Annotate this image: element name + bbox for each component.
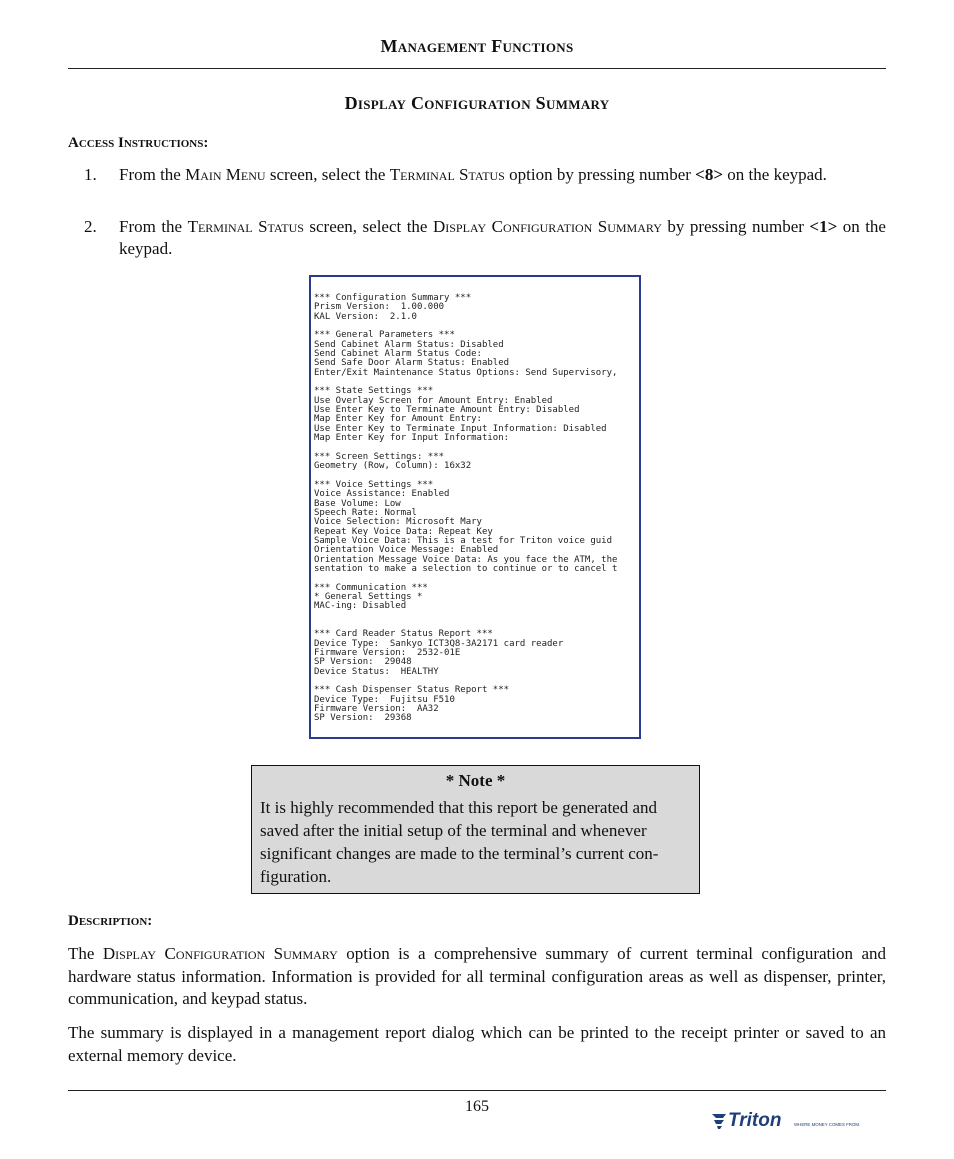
logo-swoosh-icon xyxy=(712,1114,726,1129)
step-2 xyxy=(68,216,886,260)
screen-line: sentation to make a selection to continue or to cancel t xyxy=(314,563,618,574)
option-name: Display Configuration Summary xyxy=(432,217,662,236)
note-title: * Note * xyxy=(445,771,506,790)
screen-line: Firmware Version: 2532-01E xyxy=(314,648,461,659)
key-number: <1> xyxy=(809,217,838,236)
screen-line: Use Enter Key to Terminate Amount Entry: Disabled xyxy=(314,405,580,416)
note-box xyxy=(251,765,700,894)
screen-line: Sample Voice Data: This is a test for Triton voice guid xyxy=(314,535,613,546)
screen-line: Base Volume: Low xyxy=(314,498,401,509)
screen-line: SP Version: 29048 xyxy=(314,657,412,668)
screen-line: Voice Assistance: Enabled xyxy=(314,489,450,500)
screen-line: Repeat Key Voice Data: Repeat Key xyxy=(314,526,493,537)
screen-line: *** State Settings *** xyxy=(314,386,434,397)
screen-line: Device Type: Sankyo ICT3Q8-3A2171 card reader xyxy=(314,638,564,649)
key-number: <8> xyxy=(695,165,724,184)
screen-name: Terminal Status xyxy=(187,217,304,236)
configuration-summary-screenshot xyxy=(309,275,641,739)
screen-line: Geometry (Row, Column): 16x32 xyxy=(314,461,472,472)
screen-line: Map Enter Key for Input Information: xyxy=(314,433,510,444)
note-body: It is highly recommended that this report be generated and saved after the initial setup of the terminal and whenever significant changes are made to the terminal’s current con-figuration. xyxy=(260,798,659,886)
screen-line: *** Screen Settings: *** xyxy=(314,451,445,462)
triton-logo xyxy=(710,1108,880,1134)
description-paragraph-1: The Display Configuration Summary option is a comprehensive summary of current terminal configuration and hardware status information. Information is provided for all terminal configuration areas as well as dispenser, printer, communication, and keypad status. xyxy=(68,944,886,1008)
screen-line: Orientation Voice Message: Enabled xyxy=(314,545,499,556)
screen-line: *** Communication *** xyxy=(314,582,428,593)
step-text: From the Terminal Status screen, select the Display Configuration Summary by pressing number <1> on the keypad. xyxy=(119,217,886,258)
screen-line: * General Settings * xyxy=(314,592,423,602)
screen-line: Speech Rate: Normal xyxy=(314,507,417,518)
description-heading: Description: xyxy=(68,913,153,929)
logo-wordmark: Triton xyxy=(728,1110,782,1131)
screen-line: Device Type: Fujitsu F510 xyxy=(314,694,455,705)
screen-line: *** Card Reader Status Report *** xyxy=(314,629,493,640)
screen-line: Send Cabinet Alarm Status: Disabled xyxy=(314,339,504,350)
option-name: Display Configuration Summary xyxy=(102,944,338,963)
screen-line: Map Enter Key for Amount Entry: xyxy=(314,414,482,425)
access-instructions-heading: Access Instructions: xyxy=(68,135,209,151)
screen-line: *** Configuration Summary *** xyxy=(314,293,472,303)
logo-tagline: WHERE MONEY COMES FROM. xyxy=(794,1122,861,1127)
step-text: From the Main Menu screen, select the Terminal Status option by pressing number <8> on the keypad. xyxy=(119,165,827,184)
triton-logo-icon xyxy=(710,1108,880,1134)
screen-line: Use Enter Key to Terminate Input Information: Disabled xyxy=(314,423,607,434)
screen-line: Voice Selection: Microsoft Mary xyxy=(314,517,482,528)
screen-line: Firmware Version: AA32 xyxy=(314,704,439,715)
section-title: Display Configuration Summary xyxy=(344,93,610,113)
screen-line: Use Overlay Screen for Amount Entry: Enabled xyxy=(314,395,553,406)
footer-rule xyxy=(68,1090,886,1091)
step-number: 1. xyxy=(84,165,97,184)
header-rule xyxy=(68,68,886,69)
screen-line xyxy=(314,612,617,621)
screen-line: Send Safe Door Alarm Status: Enabled xyxy=(314,358,510,369)
screen-line: SP Version: 29368 xyxy=(314,713,412,724)
description-paragraph-2: The summary is displayed in a management report dialog which can be printed to the receipt printer or saved to an external memory device. xyxy=(68,1023,886,1065)
screen-line: *** General Parameters *** xyxy=(314,330,455,341)
screen-line: Prism Version: 1.00.000 xyxy=(314,302,445,313)
screen-line: *** Cash Dispenser Status Report *** xyxy=(314,685,510,696)
step-number: 2. xyxy=(84,217,97,236)
screen-line: Enter/Exit Maintenance Status Options: Send Supervisory, xyxy=(314,367,618,378)
option-name: Terminal Status xyxy=(389,165,505,184)
screen-line: Send Cabinet Alarm Status Code: xyxy=(314,349,482,360)
screen-line: MAC-ing: Disabled xyxy=(314,601,407,612)
page-number: 165 xyxy=(465,1098,489,1115)
screen-line: *** Voice Settings *** xyxy=(314,479,434,490)
running-header: Management Functions xyxy=(380,36,574,56)
step-1 xyxy=(68,164,886,186)
screen-line: Orientation Message Voice Data: As you face the ATM, the xyxy=(314,554,618,565)
screen-line: KAL Version: 2.1.0 xyxy=(314,311,417,322)
screen-line: Device Status: HEALTHY xyxy=(314,666,439,677)
screen-text-lines xyxy=(314,294,617,724)
menu-name: Main Menu xyxy=(185,165,266,184)
